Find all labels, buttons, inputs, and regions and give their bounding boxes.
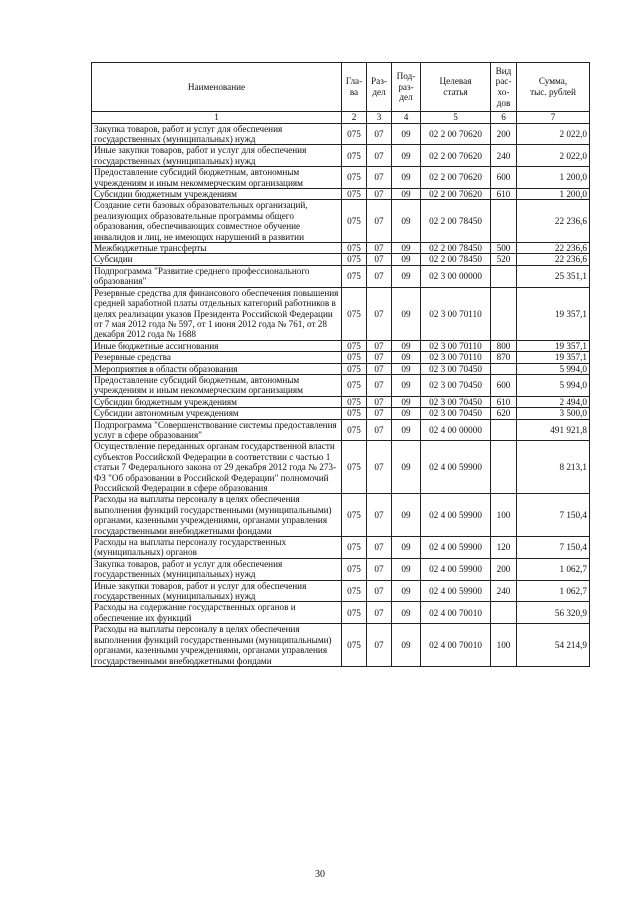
row-expense-type: 200 <box>491 558 517 580</box>
row-razdel: 07 <box>367 243 392 254</box>
row-glava: 075 <box>342 189 367 200</box>
row-podrazdel: 09 <box>392 441 421 494</box>
table-row <box>92 441 590 494</box>
row-name: Закупка товаров, работ и услуг для обеспечения государственных (муниципальных) нужд <box>92 558 342 580</box>
row-name: Предоставление субсидий бюджетным, автономным учреждениям и иным некоммерческим организациям <box>92 167 342 189</box>
row-razdel: 07 <box>367 602 392 624</box>
row-amount: 1 062,7 <box>517 580 590 602</box>
row-podrazdel: 09 <box>392 340 421 351</box>
table-row <box>92 602 590 624</box>
row-expense-type: 800 <box>491 340 517 351</box>
row-razdel: 07 <box>367 408 392 419</box>
row-name: Закупка товаров, работ и услуг для обеспечения государственных (муниципальных) нужд <box>92 123 342 145</box>
row-expense-type: 240 <box>491 145 517 167</box>
row-expense-type <box>491 287 517 340</box>
row-expense-type: 520 <box>491 254 517 265</box>
table-row <box>92 254 590 265</box>
row-amount: 491 921,8 <box>517 419 590 441</box>
row-razdel: 07 <box>367 167 392 189</box>
row-podrazdel: 09 <box>392 580 421 602</box>
table-row <box>92 200 590 243</box>
row-podrazdel: 09 <box>392 624 421 667</box>
row-name: Создание сети базовых образовательных организаций, реализующих образовательные программы общего образования, обеспечивающих совместное обучение инвалидов и лиц, не имеющих нарушений в развитии <box>92 200 342 243</box>
row-glava: 075 <box>342 558 367 580</box>
row-razdel: 07 <box>367 374 392 396</box>
row-name: Резервные средства <box>92 352 342 363</box>
table-row <box>92 123 590 145</box>
row-name: Подпрограмма "Совершенствование системы предоставления услуг в сфере образования" <box>92 419 342 441</box>
row-razdel: 07 <box>367 254 392 265</box>
row-podrazdel: 09 <box>392 167 421 189</box>
row-razdel: 07 <box>367 537 392 559</box>
row-glava: 075 <box>342 363 367 374</box>
row-expense-type <box>491 419 517 441</box>
row-razdel: 07 <box>367 558 392 580</box>
row-expense-type: 240 <box>491 580 517 602</box>
row-target-article: 02 3 00 70110 <box>421 287 491 340</box>
row-glava: 075 <box>342 200 367 243</box>
row-razdel: 07 <box>367 123 392 145</box>
row-target-article: 02 4 00 59900 <box>421 580 491 602</box>
row-razdel: 07 <box>367 494 392 537</box>
row-podrazdel: 09 <box>392 558 421 580</box>
row-expense-type <box>491 441 517 494</box>
row-glava: 075 <box>342 624 367 667</box>
column-number: 6 <box>491 112 517 124</box>
row-amount: 5 994,0 <box>517 363 590 374</box>
row-amount: 2 022,0 <box>517 145 590 167</box>
row-name: Иные закупки товаров, работ и услуг для обеспечения государственных (муниципальных) нужд <box>92 145 342 167</box>
row-expense-type: 200 <box>491 123 517 145</box>
row-expense-type: 100 <box>491 494 517 537</box>
table-row <box>92 287 590 340</box>
header-target: Целевая статья <box>421 63 491 112</box>
row-expense-type <box>491 200 517 243</box>
row-expense-type: 610 <box>491 189 517 200</box>
row-glava: 075 <box>342 167 367 189</box>
row-target-article: 02 4 00 70010 <box>421 624 491 667</box>
row-target-article: 02 3 00 00000 <box>421 265 491 287</box>
column-number: 4 <box>392 112 421 124</box>
row-target-article: 02 4 00 59900 <box>421 441 491 494</box>
header-vid: Вид рас- хо- дов <box>491 63 517 112</box>
row-name: Расходы на выплаты персоналу в целях обеспечения выполнения функций государственными (муниципальными) органами, казенными учреждениями, органами управления государственными внебюджетными фондами <box>92 494 342 537</box>
row-target-article: 02 2 00 78450 <box>421 243 491 254</box>
row-amount: 22 236,6 <box>517 254 590 265</box>
header-podrazdel: Под- раз- дел <box>392 63 421 112</box>
header-row <box>92 63 590 112</box>
row-amount: 2 494,0 <box>517 396 590 407</box>
row-podrazdel: 09 <box>392 145 421 167</box>
row-podrazdel: 09 <box>392 287 421 340</box>
row-podrazdel: 09 <box>392 363 421 374</box>
row-razdel: 07 <box>367 200 392 243</box>
row-target-article: 02 2 00 78450 <box>421 200 491 243</box>
row-glava: 075 <box>342 352 367 363</box>
row-razdel: 07 <box>367 265 392 287</box>
row-target-article: 02 2 00 78450 <box>421 254 491 265</box>
row-podrazdel: 09 <box>392 396 421 407</box>
row-razdel: 07 <box>367 580 392 602</box>
row-name: Мероприятия в области образования <box>92 363 342 374</box>
table-row <box>92 396 590 407</box>
row-target-article: 02 3 00 70110 <box>421 352 491 363</box>
row-podrazdel: 09 <box>392 419 421 441</box>
row-target-article: 02 4 00 59900 <box>421 558 491 580</box>
row-expense-type <box>491 265 517 287</box>
row-name: Субсидии бюджетным учреждениям <box>92 189 342 200</box>
row-glava: 075 <box>342 537 367 559</box>
row-amount: 25 351,1 <box>517 265 590 287</box>
row-podrazdel: 09 <box>392 537 421 559</box>
row-podrazdel: 09 <box>392 265 421 287</box>
row-razdel: 07 <box>367 624 392 667</box>
row-expense-type: 620 <box>491 408 517 419</box>
row-expense-type: 500 <box>491 243 517 254</box>
row-target-article: 02 4 00 00000 <box>421 419 491 441</box>
row-amount: 7 150,4 <box>517 537 590 559</box>
row-amount: 19 357,1 <box>517 287 590 340</box>
row-expense-type: 610 <box>491 396 517 407</box>
row-glava: 075 <box>342 340 367 351</box>
row-razdel: 07 <box>367 189 392 200</box>
row-podrazdel: 09 <box>392 352 421 363</box>
row-glava: 075 <box>342 602 367 624</box>
row-podrazdel: 09 <box>392 189 421 200</box>
row-target-article: 02 3 00 70450 <box>421 408 491 419</box>
row-podrazdel: 09 <box>392 602 421 624</box>
row-name: Подпрограмма "Развитие среднего профессионального образования" <box>92 265 342 287</box>
row-target-article: 02 3 00 70450 <box>421 374 491 396</box>
column-number: 2 <box>342 112 367 124</box>
table-row <box>92 537 590 559</box>
row-expense-type: 600 <box>491 374 517 396</box>
row-expense-type: 600 <box>491 167 517 189</box>
header-razdel: Раз- дел <box>367 63 392 112</box>
table-row <box>92 340 590 351</box>
row-podrazdel: 09 <box>392 494 421 537</box>
row-name: Резервные средства для финансового обеспечения повышения средней заработной платы отдельных категорий работников в целях реализации указов Президента Российской Федерации от 7 мая 2012 года № 597, от 1 июня 2012 года № 761, от 28 декабря 2012 года № 1688 <box>92 287 342 340</box>
row-amount: 5 994,0 <box>517 374 590 396</box>
row-glava: 075 <box>342 408 367 419</box>
table-row <box>92 419 590 441</box>
row-expense-type <box>491 602 517 624</box>
row-podrazdel: 09 <box>392 374 421 396</box>
row-razdel: 07 <box>367 340 392 351</box>
row-podrazdel: 09 <box>392 123 421 145</box>
table-row <box>92 408 590 419</box>
row-amount: 2 022,0 <box>517 123 590 145</box>
table-row <box>92 558 590 580</box>
page-number: 30 <box>315 869 325 880</box>
row-glava: 075 <box>342 419 367 441</box>
row-glava: 075 <box>342 287 367 340</box>
column-number-row <box>92 112 590 124</box>
row-amount: 22 236,6 <box>517 243 590 254</box>
row-target-article: 02 4 00 59900 <box>421 494 491 537</box>
row-glava: 075 <box>342 374 367 396</box>
column-number: 3 <box>367 112 392 124</box>
row-name: Расходы на содержание государственных органов и обеспечение их функций <box>92 602 342 624</box>
table-row <box>92 494 590 537</box>
row-podrazdel: 09 <box>392 200 421 243</box>
row-glava: 075 <box>342 243 367 254</box>
row-target-article: 02 2 00 70620 <box>421 189 491 200</box>
table-row <box>92 243 590 254</box>
row-name: Предоставление субсидий бюджетным, автономным учреждениям и иным некоммерческим организациям <box>92 374 342 396</box>
row-razdel: 07 <box>367 352 392 363</box>
row-target-article: 02 4 00 59900 <box>421 537 491 559</box>
row-expense-type: 870 <box>491 352 517 363</box>
row-target-article: 02 2 00 70620 <box>421 145 491 167</box>
row-razdel: 07 <box>367 419 392 441</box>
row-glava: 075 <box>342 580 367 602</box>
row-name: Субсидии автономным учреждениям <box>92 408 342 419</box>
row-amount: 56 320,9 <box>517 602 590 624</box>
table-row <box>92 624 590 667</box>
row-amount: 22 236,6 <box>517 200 590 243</box>
column-number: 1 <box>92 112 342 124</box>
row-glava: 075 <box>342 441 367 494</box>
budget-table <box>91 62 590 667</box>
row-amount: 1 062,7 <box>517 558 590 580</box>
row-podrazdel: 09 <box>392 243 421 254</box>
row-name: Иные закупки товаров, работ и услуг для обеспечения государственных (муниципальных) нужд <box>92 580 342 602</box>
table-row <box>92 145 590 167</box>
row-podrazdel: 09 <box>392 254 421 265</box>
row-amount: 19 357,1 <box>517 340 590 351</box>
row-amount: 54 214,9 <box>517 624 590 667</box>
row-name: Субсидии бюджетным учреждениям <box>92 396 342 407</box>
column-number: 5 <box>421 112 491 124</box>
row-amount: 19 357,1 <box>517 352 590 363</box>
row-name: Субсидии <box>92 254 342 265</box>
row-razdel: 07 <box>367 441 392 494</box>
row-expense-type <box>491 363 517 374</box>
row-glava: 075 <box>342 123 367 145</box>
row-name: Осуществление переданных органам государственной власти субъектов Российской Федерации в соответствии с частью 1 статьи 7 Федерального закона от 29 декабря 2012 года № 273-ФЗ "Об образовании в Российской Федерации" полномочий Российской Федерации в сфере образования <box>92 441 342 494</box>
table-row <box>92 167 590 189</box>
row-glava: 075 <box>342 145 367 167</box>
table-row <box>92 265 590 287</box>
table-row <box>92 363 590 374</box>
row-amount: 7 150,4 <box>517 494 590 537</box>
row-expense-type: 120 <box>491 537 517 559</box>
row-razdel: 07 <box>367 145 392 167</box>
row-amount: 8 213,1 <box>517 441 590 494</box>
table-body <box>92 123 590 666</box>
row-glava: 075 <box>342 254 367 265</box>
row-target-article: 02 4 00 70010 <box>421 602 491 624</box>
row-name: Расходы на выплаты персоналу государственных (муниципальных) органов <box>92 537 342 559</box>
table-row <box>92 580 590 602</box>
row-razdel: 07 <box>367 396 392 407</box>
row-amount: 1 200,0 <box>517 189 590 200</box>
header-sum: Сумма, тыс. рублей <box>517 63 590 112</box>
row-glava: 075 <box>342 265 367 287</box>
row-glava: 075 <box>342 396 367 407</box>
row-target-article: 02 3 00 70450 <box>421 363 491 374</box>
row-amount: 1 200,0 <box>517 167 590 189</box>
table-row <box>92 352 590 363</box>
column-number: 7 <box>517 112 590 124</box>
row-razdel: 07 <box>367 363 392 374</box>
row-target-article: 02 3 00 70450 <box>421 396 491 407</box>
row-glava: 075 <box>342 494 367 537</box>
row-name: Межбюджетные трансферты <box>92 243 342 254</box>
row-name: Иные бюджетные ассигнования <box>92 340 342 351</box>
row-name: Расходы на выплаты персоналу в целях обеспечения выполнения функций государственными (муниципальными) органами, казенными учреждениями, органами управления государственными внебюджетными фондами <box>92 624 342 667</box>
table-row <box>92 374 590 396</box>
header-glava: Гла- ва <box>342 63 367 112</box>
row-amount: 3 500,0 <box>517 408 590 419</box>
row-target-article: 02 3 00 70110 <box>421 340 491 351</box>
row-razdel: 07 <box>367 287 392 340</box>
header-name: Наименование <box>92 63 342 112</box>
row-target-article: 02 2 00 70620 <box>421 123 491 145</box>
row-podrazdel: 09 <box>392 408 421 419</box>
row-expense-type: 100 <box>491 624 517 667</box>
row-target-article: 02 2 00 70620 <box>421 167 491 189</box>
table-row <box>92 189 590 200</box>
